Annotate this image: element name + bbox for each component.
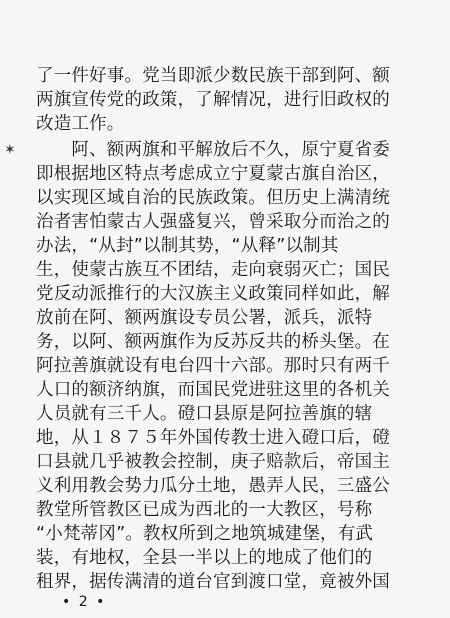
text-line-14: 人口的额济纳旗，而国民党进驻这里的各机关 — [36, 380, 390, 400]
text-line-5: 即根据地区特点考虑成立宁夏蒙古旗自治区， — [36, 164, 390, 184]
text-line-3: 改造工作。 — [36, 114, 125, 134]
text-line-1: 了一件好事。党当即派少数民族干部到阿、额 — [36, 66, 390, 86]
text-line-4: 阿、额两旗和平解放后不久，原宁夏省委 — [36, 140, 390, 160]
text-line-7: 治者害怕蒙古人强盛复兴，曾采取分而治之的 — [36, 212, 390, 232]
text-line-21: 装，有地权，全县一半以上的地成了他们的 — [36, 548, 373, 568]
text-line-8: 办法，“从封”以制其势，“从释”以制其 — [36, 236, 339, 256]
text-line-15: 人员就有三千人。磴口县原是阿拉善旗的辖 — [36, 404, 373, 424]
text-line-6: 以实现区域自治的民族政策。但历史上满清统 — [36, 188, 390, 208]
text-line-2: 两旗宣传党的政策，了解情况，进行旧政权的 — [36, 90, 390, 110]
text-line-18: 义利用教会势力瓜分土地，愚弄人民，三盛公 — [36, 476, 390, 496]
text-line-12: 务，以阿、额两旗作为反苏反共的桥头堡。在 — [36, 332, 390, 352]
text-line-16: 地，从１８７５年外国传教士进入磴口后，磴 — [36, 428, 390, 448]
text-line-22: 租界，据传满清的道台官到渡口堂，竟被外国 — [36, 572, 390, 592]
text-line-13: 阿拉善旗就设有电台四十六部。那时只有两千 — [36, 356, 390, 376]
text-line-20: “小梵蒂冈”。教权所到之地筑城建堡，有武 — [36, 524, 374, 544]
margin-mark: ✶ — [4, 142, 16, 158]
text-line-11: 放前在阿、额两旗设专员公署，派兵，派特 — [36, 308, 373, 328]
text-line-10: 党反动派推行的大汉族主义政策同样如此，解 — [36, 284, 390, 304]
text-line-19: 教堂所管教区已成为西北的一大教区，号称 — [36, 500, 373, 520]
text-line-17: 口县就几乎被教会控制，庚子赔款后，帝国主 — [36, 452, 390, 472]
page-number: • 2 • — [62, 594, 107, 610]
text-line-9: 生，使蒙古族互不团结，走向衰弱灭亡；国民 — [36, 260, 390, 280]
